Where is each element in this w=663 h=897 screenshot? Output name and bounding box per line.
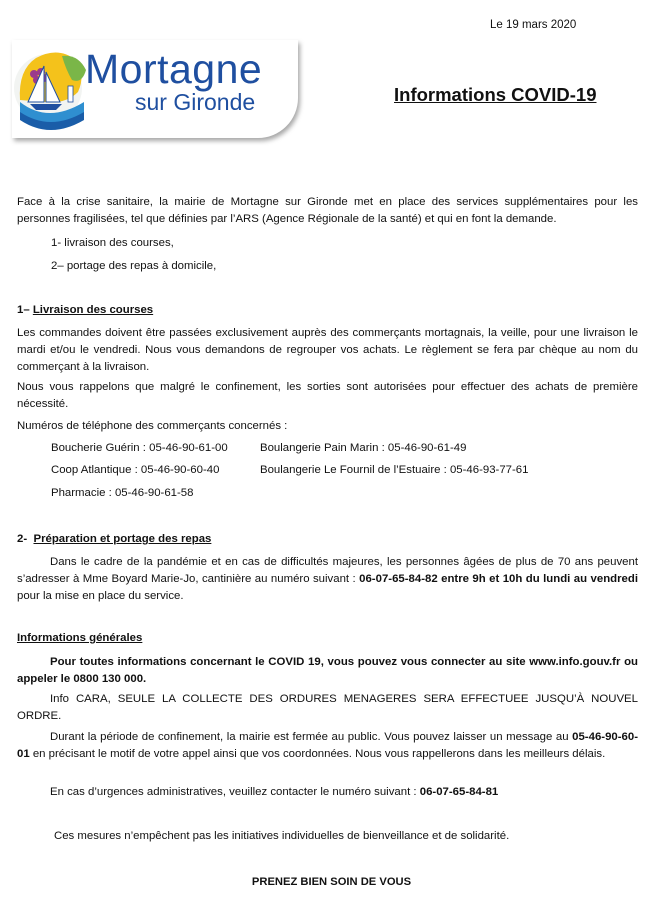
section3-paragraph-4: En cas d’urgences administratives, veuillez contacter le numéro suivant : 06-07-65-84-81 (50, 786, 499, 798)
section3-title: Informations générales (17, 632, 143, 644)
section1-number: 1– (17, 304, 30, 316)
section1-paragraph-1: Les commandes doivent être passées exclusivement auprès des commerçants mortagnais, la veille, pour une livraison le mardi et/ou le vendredi. Nous vous demandons de regrouper vos achats. Le règlement se fera par chèque au nom du commerçant à la livraison. (17, 327, 638, 373)
section1-heading (17, 304, 153, 316)
shop-phone: Boulangerie Le Fournil de l’Estuaire : 05-46-93-77-61 (260, 464, 529, 476)
document-date: Le 19 mars 2020 (490, 19, 577, 31)
section1-title: Livraison des courses (32, 304, 154, 316)
section2-title: Préparation et portage des repas (33, 533, 212, 545)
shop-phone: Boucherie Guérin : 05-46-90-61-00 (51, 442, 228, 454)
shop-phone: Pharmacie : 05-46-90-61-58 (51, 487, 194, 499)
section3-paragraph-1: Pour toutes informations concernant le COVID 19, vous pouvez vous connecter au site www.info.gouv.fr ou appeler le 0800 130 000. (17, 656, 638, 685)
shop-phone: Boulangerie Pain Marin : 05-46-90-61-49 (260, 442, 467, 454)
logo-emblem-icon (6, 40, 96, 140)
mairie-phone: 05-46-90-60-01 (17, 731, 638, 760)
section2-paragraph: Dans le cadre de la pandémie et en cas de difficultés majeures, les personnes âgées de plus de 70 ans peuvent s’adresser à Mme Boyard Marie-Jo, cantinière au numéro suivant : 06-07-65-84-82 entre 9h et 10h du lundi au vendredi pour la mise en place du service. (17, 556, 638, 602)
town-logo (6, 40, 298, 144)
footer-slogan: PRENEZ BIEN SOIN DE VOUS (251, 876, 412, 888)
section3-paragraph-3: Durant la période de confinement, la mairie est fermée au public. Vous pouvez laisser un message au 05-46-90-60-01 en précisant le motif de votre appel ainsi que vos coordonnées. Nous vous rappellerons dans les meilleurs délais. (17, 731, 638, 760)
section2-heading (17, 533, 211, 545)
phones-label: Numéros de téléphone des commerçants concernés : (17, 420, 288, 432)
shop-phone: Coop Atlantique : 05-46-90-60-40 (51, 464, 220, 476)
section3-paragraph-2: Info CARA, SEULE LA COLLECTE DES ORDURES MENAGERES SERA EFFECTUEE JUSQU’À NOUVEL ORDRE. (17, 693, 638, 722)
logo-subtitle: sur Gironde (135, 89, 256, 115)
meals-phone: 06-07-65-84-82 entre 9h et 10h du lundi au vendredi (359, 573, 638, 585)
page-title: Informations COVID-19 (394, 84, 597, 105)
emergency-phone: 06-07-65-84-81 (419, 786, 499, 798)
section2-number: 2- (17, 533, 28, 545)
section3-heading (17, 632, 142, 644)
intro-paragraph: Face à la crise sanitaire, la mairie de Mortagne sur Gironde met en place des services supplémentaires pour les personnes fragilisées, tel que définies par l’ARS (Agence Régionale de la santé) et qui en font la demande. (17, 196, 638, 225)
section1-paragraph-2: Nous vous rappelons que malgré le confinement, les sorties sont autorisées pour effectuer des achats de première nécessité. (17, 381, 638, 410)
closing-note: Ces mesures n’empêchent pas les initiatives individuelles de bienveillance et de solidarité. (54, 830, 510, 842)
intro-item-1: 1- livraison des courses, (51, 237, 174, 249)
intro-item-2: 2– portage des repas à domicile, (51, 260, 217, 272)
logo-title: Mortagne (85, 46, 263, 92)
